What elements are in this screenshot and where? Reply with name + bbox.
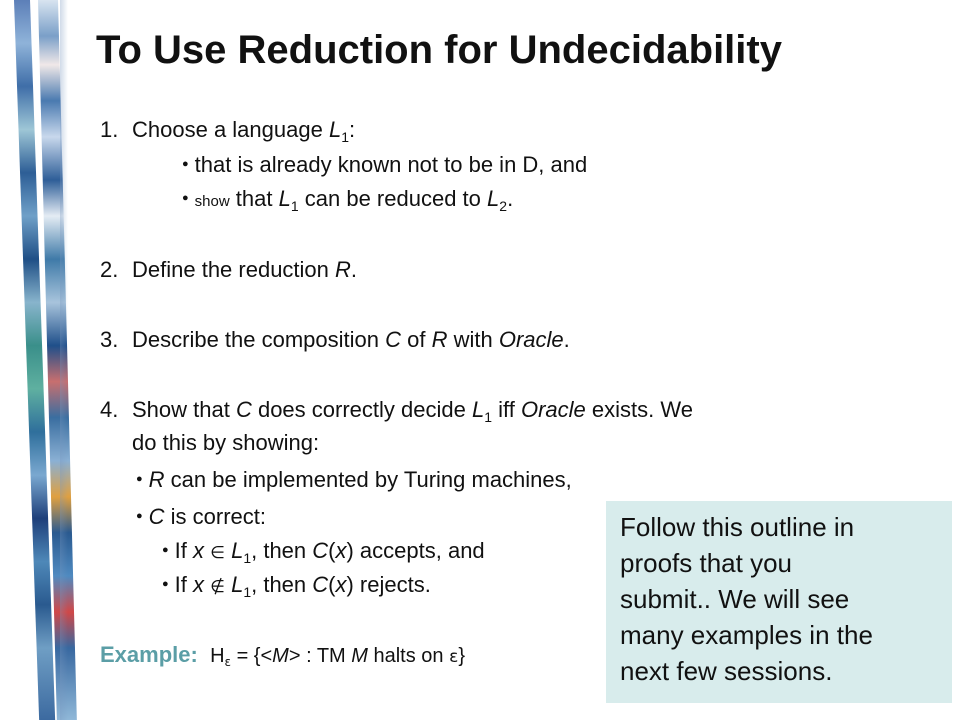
bullet-icon: ● [182,192,189,205]
step-1: 1. Choose a language $L_1$: [100,117,356,145]
bullet-icon: ● [182,158,189,171]
step-3: 3. Describe the composition C of R with Oracle. [100,327,570,352]
step-4-bullet-3: ● If x ∈ $L_1$, then C(x) accepts, and [162,538,485,566]
callout-line: Follow this outline in [620,512,855,542]
bullet-icon: ● [136,510,143,523]
bullet-icon: ● [162,544,169,557]
example-body: $H_\varepsilon = \{<M>$ : TM M halts on ε} [210,645,465,669]
step-4-bullet-1: ● R can be implemented by Turing machines, [136,467,572,492]
step-1-bullet-1: ● that is already known not to be in D, and [182,152,588,177]
callout-line: submit.. We will see [620,584,850,614]
callout-line: next few sessions. [620,656,833,686]
not-element-of-icon: ∉ [210,577,225,597]
callout-box [606,501,952,703]
slide-title: To Use Reduction for Undecidability [96,28,782,72]
example-label: Example: [100,642,198,667]
step-1-bullet-2: ● show that $L_1$ can be reduced to $L_2$. [182,186,514,214]
step-4-bullet-2: ● C is correct: [136,504,267,529]
bullet-icon: ● [136,473,143,486]
decorative-strip-shadow [60,0,68,720]
step-4: 4. Show that C does correctly decide $L_1$ iff Oracle exists. We [100,397,693,425]
step-4-bullet-4: ● If x ∉ $L_1$, then C(x) rejects. [162,572,431,600]
step-4-continued: do this by showing: [132,430,320,455]
callout-line: proofs that you [620,548,792,578]
example-line [100,641,465,671]
callout-line: many examples in the [620,620,873,650]
element-of-icon: ∈ [210,543,225,563]
bullet-icon: ● [162,578,169,591]
step-2: 2. Define the reduction R. [100,257,358,282]
